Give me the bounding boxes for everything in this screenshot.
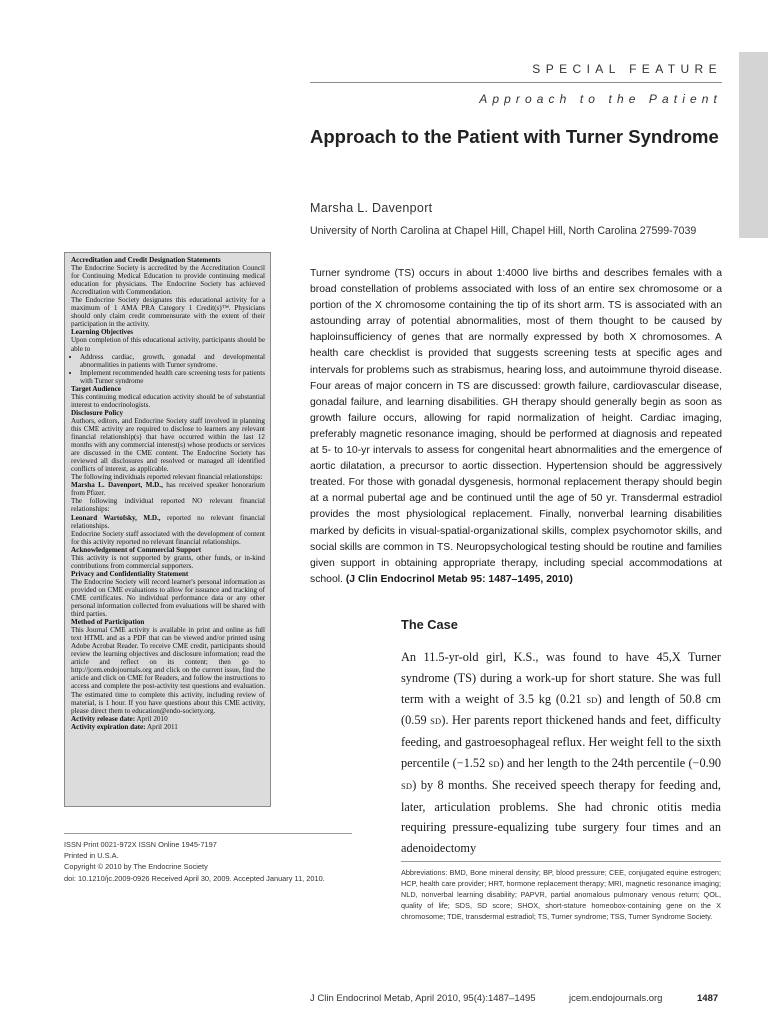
issn: ISSN Print 0021-972X ISSN Online 1945-7197 xyxy=(64,840,217,849)
cme-heading: Learning Objectives xyxy=(71,328,134,337)
side-tab xyxy=(739,52,768,238)
cme-info-box xyxy=(64,252,271,807)
cme-heading: Accreditation and Credit Designation Statements xyxy=(71,256,221,264)
sd-unit: SD xyxy=(430,716,442,727)
case-text: An 11.5-yr-old girl, K.S., was found to have 45,X Turner syndrome (TS) during a work-up for short stature. She was full term with a weight of 3.5 kg (0.21 xyxy=(401,650,721,706)
abbreviations-divider xyxy=(401,861,721,862)
cme-paragraph xyxy=(71,481,265,497)
cme-paragraph: The Endocrine Society is accredited by the Accreditation Council for Continuing Medical Education to provide continuing medical education for physicians. The Endocrine Society has achieved Accreditation with Commendation. xyxy=(71,264,265,297)
cme-paragraph: Authors, editors, and Endocrine Society staff involved in planning this CME activity are required to disclose to learners any relevant financial relationship(s) that have occurred within the last 12 months with any commercial interest(s) whose products or services are discussed in the CME content. The Endocrine Society has reviewed all disclosures and resolved or managed all identified conflicts of interest, as applicable. xyxy=(71,416,265,474)
cme-paragraph: Endocrine Society staff associated with the development of content for this activity reported no relevant financial relationships. xyxy=(71,529,265,546)
list-item: • Implement recommended health care screening tests for patients with Turner syndrome xyxy=(80,369,265,385)
release-date xyxy=(71,715,265,723)
cme-heading: Target Audience xyxy=(71,384,121,393)
list-item: • Address cardiac, growth, gonadal and developmental abnormalities in patients with Turner syndrome. xyxy=(80,353,265,369)
cme-paragraph: The Endocrine Society will record learner's personal information as provided on CME evaluations to allow for issuance and tracking of CME certificates. No individual performance data or any other personal information collected from evaluations will be shared with third parties. xyxy=(71,577,265,619)
cme-heading: Privacy and Confidentiality Statement xyxy=(71,569,189,578)
disclosure-name: Marsha L. Davenport, M.D., xyxy=(71,481,163,490)
cme-paragraph xyxy=(71,514,265,530)
cme-heading: Acknowledgement of Commercial Support xyxy=(71,545,202,554)
doi: doi: 10.1210/jc.2009-0926 Received April 30, 2009. Accepted January 11, 2010. xyxy=(64,873,325,883)
learning-objectives-list xyxy=(71,353,265,385)
expiration-value: April 2011 xyxy=(145,722,178,731)
sd-unit: SD xyxy=(401,780,413,791)
section-label: SPECIAL FEATURE xyxy=(532,62,722,76)
footer-divider xyxy=(64,833,352,834)
cme-heading: Disclosure Policy xyxy=(71,408,124,417)
copyright: Copyright © 2010 by The Endocrine Society xyxy=(64,862,208,872)
publication-info xyxy=(64,839,325,884)
release-label: Activity release date: xyxy=(71,714,136,723)
case-heading: The Case xyxy=(401,617,458,632)
journal-url: jcem.endojournals.org xyxy=(569,993,663,1004)
abstract xyxy=(310,266,722,588)
author-affiliation: University of North Carolina at Chapel Hill, Chapel Hill, North Carolina 27599-7039 xyxy=(310,225,697,237)
case-text: ) and her length to the 24th percentile (−0.90 xyxy=(499,755,722,770)
cme-paragraph: Upon completion of this educational activity, participants should be able to xyxy=(71,336,265,353)
disclosure-name: Leonard Wartofsky, M.D., xyxy=(71,513,161,522)
case-text: ) and length of 50.8 cm (0.59 xyxy=(401,691,721,728)
cme-paragraph: The following individual reported NO relevant financial relationships: xyxy=(71,497,265,514)
release-value: April 2010 xyxy=(135,714,168,723)
cme-paragraph: This Journal CME activity is available in print and online as full text HTML and as a PDF that can be viewed and/or printed using Adobe Acrobat Reader. To receive CME credit, participants should review the learning objectives and disclosure information; read the article and reflect on its content; then go to http://jcem.endojournals.org and click on the current issue, find the article and click on CME for Readers, and follow the instructions to access and complete the post-activity test questions and evaluation. The estimated time to complete this activity, including review of material, is 1 hour. If you have questions about this CME activity, please direct them to education@endo-society.org. xyxy=(71,626,265,715)
expiration-date xyxy=(71,723,265,731)
case-body xyxy=(401,647,721,859)
expiration-label: Activity expiration date: xyxy=(71,722,146,731)
cme-paragraph: This activity is not supported by grants, other funds, or in-kind contributions from commercial supporters. xyxy=(71,553,265,570)
case-text: ). Her parents report thickened hands and feet, difficulty feeding, and gastroesophageal reflux. Her weight fell to the sixth percentile (−1.52 xyxy=(401,713,721,770)
section-subtitle: Approach to the Patient xyxy=(479,92,722,106)
cme-paragraph: The following individuals reported relevant financial relationships: xyxy=(71,473,263,482)
sd-unit: SD xyxy=(488,758,500,769)
section-divider xyxy=(310,82,722,83)
case-text: ) by 8 months. She received speech therapy for feeding and, later, articulation problems. She had chronic otitis media requiring pressure-equalizing tube surgery four times and an adenoidectomy xyxy=(401,777,721,856)
printed-in: Printed in U.S.A. xyxy=(64,851,119,861)
disclosure-text: has received speaker honorarium from Pfizer. xyxy=(71,481,265,498)
cme-heading: Method of Participation xyxy=(71,618,145,627)
cme-paragraph: The Endocrine Society designates this educational activity for a maximum of 1 AMA PRA Category 1 Credit(s)™. Physicians should only claim credit commensurate with the extent of their participation in the activity. xyxy=(71,296,265,329)
disclosure-text: reported no relevant financial relationships. xyxy=(71,513,266,530)
abstract-text: Turner syndrome (TS) occurs in about 1:4000 live births and describes females with a broad constellation of problems associated with loss of an entire sex chromosome or a portion of the X chromosome containing the tip of its short arm. TS is associated with an astounding array of potential abnormalities, most of them thought to be caused by haploinsufficiency of genes that are normally expressed by both X chromosomes. A health care checklist is provided that suggests screening tests at specific ages and intervals for problems such as strabismus, hearing loss, and autoimmune thyroid disease. Four areas of major concern in TS are discussed: growth failure, cardiovascular disease, gonadal failure, and learning disabilities. GH therapy should generally begin as soon as growth failure occurs, allowing for rapid normalization of height. Cardiac imaging, preferably magnetic resonance imaging, should be performed at diagnosis and repeated at 5- to 10-yr intervals to assess for congenital heart abnormalities and the emergence of aortic dilatation, a precursor to aortic dissection. Hypertension should be aggressively treated. For those with gonadal dysgenesis, hormonal replacement therapy should begin at a normal pubertal age and be continued until the age of 50 yr. Transdermal estradiol provides the most physiological replacement. Finally, nonverbal learning disabilities marked by deficits in visual-spatial-organizational skills, complex psychomotor skills, and social skills are common in TS. Neuropsychological testing should be routine and families given support in obtaining appropriate therapy, including special accommodations at school. xyxy=(310,268,722,585)
article-author: Marsha L. Davenport xyxy=(310,201,433,215)
cme-paragraph: This continuing medical education activity should be of substantial interest to endocrinologists. xyxy=(71,392,265,409)
sd-unit: SD xyxy=(586,694,598,705)
article-title: Approach to the Patient with Turner Syndrome xyxy=(310,126,719,147)
abbreviations: Abbreviations: BMD, Bone mineral density; BP, blood pressure; CEE, conjugated equine estrogen; HCP, health care provider; HRT, hormone replacement therapy; MRI, magnetic resonance imaging; NLD, nonverbal learning disability; PAPVR, partial anomalous pulmonary venous return; QOL, quality of life; SDS, SD score; SHOX, short-stature homeobox-containing gene on the X chromosome; TDE, transdermal estradiol; TS, Turner syndrome; TSS, Turner Syndrome Society. xyxy=(401,868,721,922)
page-number: 1487 xyxy=(697,993,719,1004)
journal-citation: J Clin Endocrinol Metab, April 2010, 95(4):1487–1495 xyxy=(310,993,536,1004)
abstract-citation: (J Clin Endocrinol Metab 95: 1487–1495, 2010) xyxy=(345,573,573,585)
